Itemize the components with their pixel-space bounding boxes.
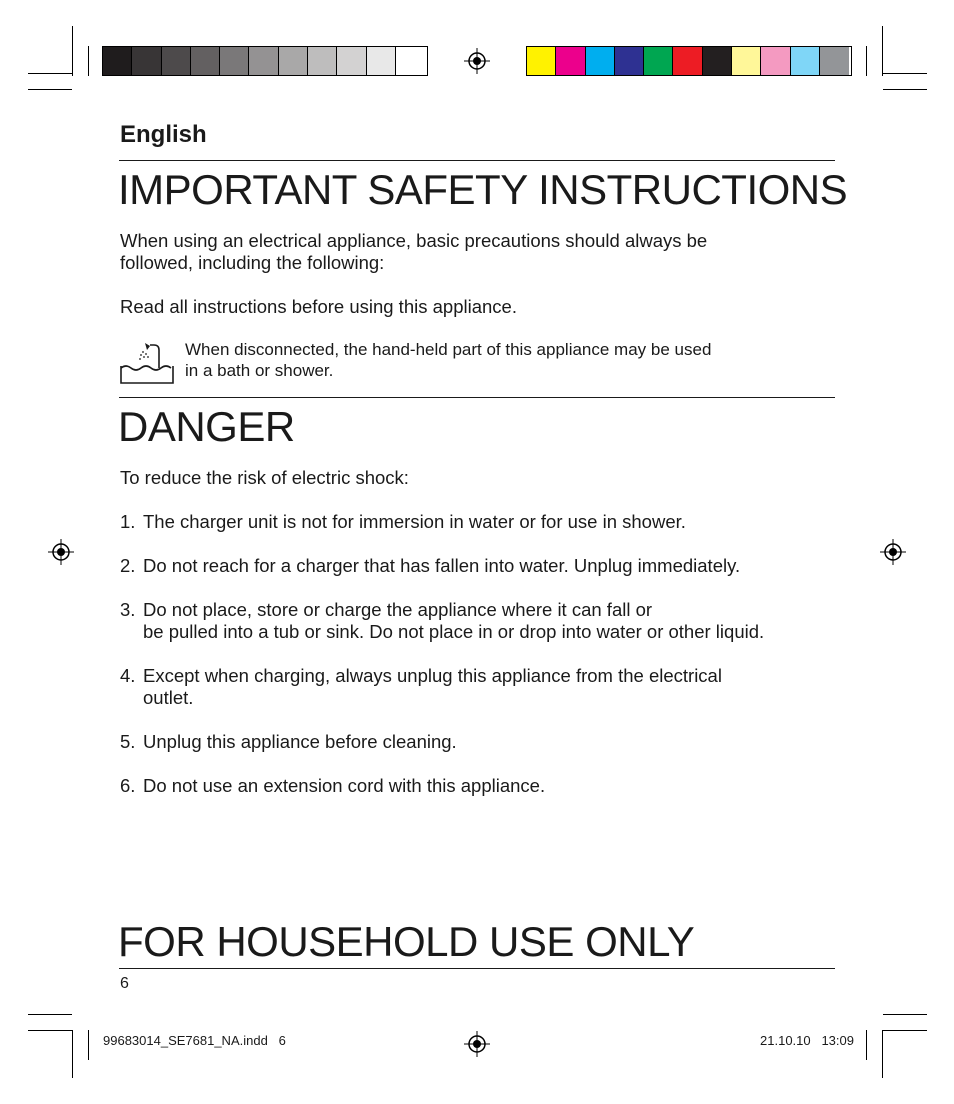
color-swatch (367, 47, 396, 75)
color-swatch (673, 47, 702, 75)
color-swatch (396, 47, 425, 75)
intro-line-1: When using an electrical appliance, basic precautions should always be (120, 230, 708, 251)
list-item (120, 511, 764, 533)
color-swatch (220, 47, 249, 75)
color-swatch (791, 47, 820, 75)
color-swatch (586, 47, 615, 75)
household-use-heading: FOR HOUSEHOLD USE ONLY (118, 918, 695, 965)
color-swatch (249, 47, 278, 75)
color-swatch (732, 47, 761, 75)
list-text: Do not use an extension cord with this appliance. (143, 775, 546, 796)
bath-shower-icon (119, 340, 175, 386)
list-item (120, 555, 764, 577)
registration-mark-icon (464, 1031, 490, 1057)
list-number: 5. (120, 731, 136, 752)
safety-title: IMPORTANT SAFETY INSTRUCTIONS (118, 166, 848, 213)
list-item (120, 731, 764, 753)
slug-filename: 99683014_SE7681_NA.indd 6 (103, 1033, 286, 1048)
list-text: Do not reach for a charger that has fallen into water. Unplug immediately. (143, 555, 741, 576)
list-text: Unplug this appliance before cleaning. (143, 731, 457, 752)
color-swatch (162, 47, 191, 75)
danger-list (120, 511, 764, 819)
color-swatch (556, 47, 585, 75)
bath-note (185, 339, 711, 381)
registration-mark-icon (464, 48, 490, 74)
list-item (120, 775, 764, 797)
danger-lead: To reduce the risk of electric shock: (120, 467, 409, 488)
page-number: 6 (120, 975, 129, 992)
list-text-continued: be pulled into a tub or sink. Do not place in or drop into water or other liquid. (143, 621, 765, 642)
list-number: 3. (120, 599, 136, 620)
list-text: The charger unit is not for immersion in water or for use in shower. (143, 511, 686, 532)
list-text-continued: outlet. (143, 687, 194, 708)
color-swatch (337, 47, 366, 75)
color-swatch (761, 47, 790, 75)
grayscale-color-bar (102, 46, 428, 76)
list-text: Except when charging, always unplug this appliance from the electrical (143, 665, 722, 686)
process-color-bar (526, 46, 852, 76)
list-text: Do not place, store or charge the appliance where it can fall or (143, 599, 653, 620)
intro-line-2: followed, including the following: (120, 252, 385, 273)
divider (119, 397, 835, 398)
list-item (120, 665, 764, 709)
divider (119, 968, 835, 969)
list-number: 2. (120, 555, 136, 576)
color-swatch (644, 47, 673, 75)
bath-note-line-1: When disconnected, the hand-held part of this appliance may be used (185, 340, 712, 359)
color-swatch (191, 47, 220, 75)
slug-timestamp: 21.10.10 13:09 (760, 1033, 854, 1048)
color-swatch (132, 47, 161, 75)
color-swatch (615, 47, 644, 75)
list-number: 6. (120, 775, 136, 796)
list-number: 4. (120, 665, 136, 686)
color-swatch (527, 47, 556, 75)
danger-title: DANGER (118, 403, 295, 450)
bath-note-line-2: in a bath or shower. (185, 361, 334, 380)
read-all-instructions: Read all instructions before using this appliance. (120, 296, 517, 317)
list-number: 1. (120, 511, 136, 532)
language-heading: English (120, 121, 207, 148)
color-swatch (703, 47, 732, 75)
color-swatch (308, 47, 337, 75)
divider (119, 160, 835, 161)
color-swatch (103, 47, 132, 75)
registration-mark-icon (880, 539, 906, 565)
registration-mark-icon (48, 539, 74, 565)
list-item (120, 599, 764, 643)
color-swatch (820, 47, 849, 75)
color-swatch (279, 47, 308, 75)
